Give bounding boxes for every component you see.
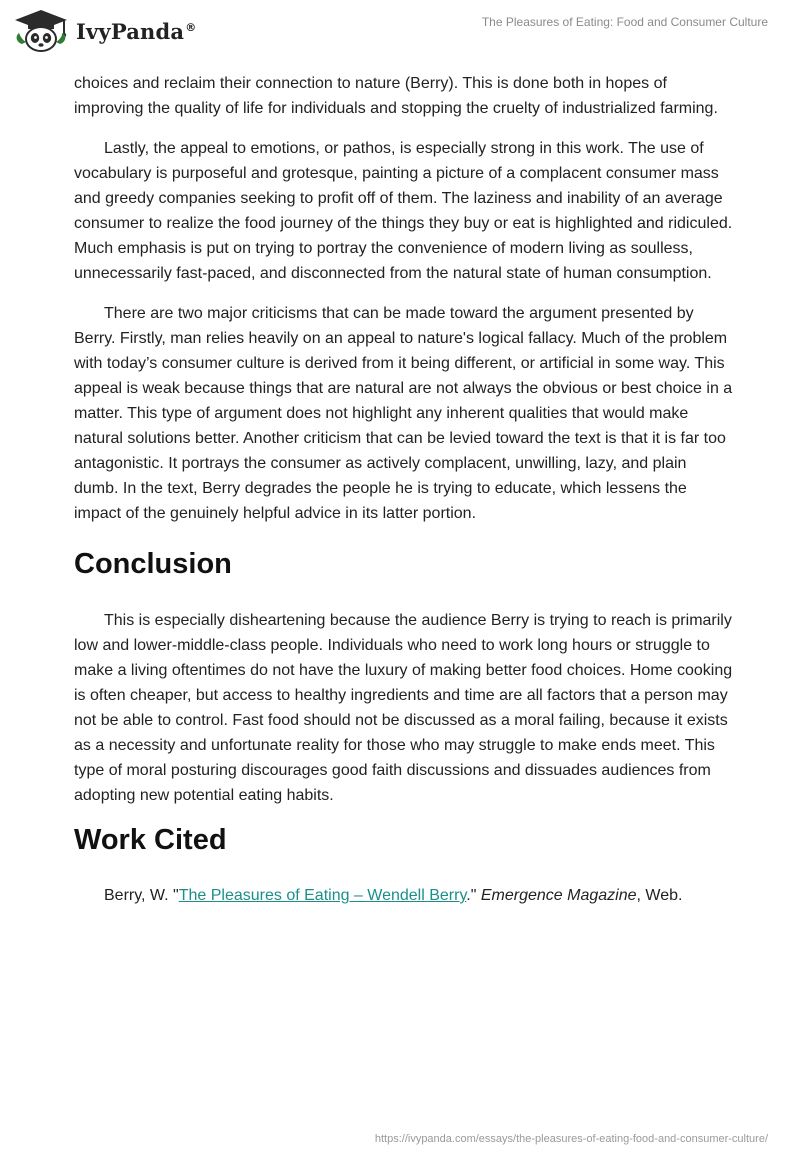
citation-entry xyxy=(74,883,734,908)
logo-wordmark-text: IvyPanda xyxy=(76,18,185,44)
paragraph-conclusion: This is especially disheartening because the audience Berry is trying to reach is primarily low and lower-middle-class people. Individuals who need to work long hours or struggle to make a living oftentimes do not have the luxury of making better food choices. Home cooking is often cheaper, but access to healthy ingredients and time are all factors that a person may not be able to control. Fast food should not be discussed as a moral failing, because it exists as a necessity and unfortunate reality for those who may struggle to make ends meet. This type of moral posturing discourages good faith discussions and dissuades audiences from adopting new potential eating habits. xyxy=(74,612,733,804)
paragraph-criticisms: There are two major criticisms that can be made toward the argument presented by Berry. Firstly, man relies heavily on an appeal to nature's logical fallacy. Much of the problem with today’s consumer culture is derived from it being different, or artificial in some way. This appeal is weak because things that are natural are not always the obvious or best choice in a matter. This type of argument does not highlight any inherent qualities that would make natural solutions better. Another criticism that can be levied toward the text is that it is far too antagonistic. It portrays the consumer as actively complacent, unwilling, lazy, and plain dumb. In the text, Berry degrades the people he is trying to educate, which lessens the impact of the genuinely helpful advice in its latter portion. xyxy=(74,305,733,522)
citation-journal: Emergence Magazine xyxy=(480,887,637,904)
panda-graduate-icon xyxy=(12,8,70,54)
citation-middle: ." xyxy=(466,887,481,904)
logo-wordmark xyxy=(76,19,196,44)
citation-suffix: , Web. xyxy=(636,887,683,904)
registered-mark: ® xyxy=(185,20,197,34)
document-title: The Pleasures of Eating: Food and Consumer Culture xyxy=(481,15,768,29)
paragraph-continued: choices and reclaim their connection to nature (Berry). This is done both in hopes of improving the quality of life for individuals and stopping the cruelty of industrialized farming. xyxy=(74,75,718,117)
citation-link[interactable]: The Pleasures of Eating – Wendell Berry xyxy=(178,887,467,904)
work-cited-heading: Work Cited xyxy=(74,824,227,856)
paragraph-pathos: Lastly, the appeal to emotions, or pathos, is especially strong in this work. The use of vocabulary is purposeful and grotesque, painting a picture of a complacent consumer mass and greedy companies seeking to profit off of them. The laziness and inability of an average consumer to realize the food journey of the things they buy or eat is highlighted and ridiculed. Much emphasis is put on trying to portray the convenience of modern living as soulless, unnecessarily fast-paced, and disconnected from the natural state of human consumption. xyxy=(74,140,733,282)
page-header xyxy=(0,0,800,70)
footer-url: https://ivypanda.com/essays/the-pleasures-of-eating-food-and-consumer-culture/ xyxy=(374,1133,768,1145)
citation-prefix: Berry, W. " xyxy=(104,887,179,904)
essay-content xyxy=(74,71,734,908)
site-logo[interactable] xyxy=(12,8,196,54)
conclusion-heading: Conclusion xyxy=(74,548,232,580)
